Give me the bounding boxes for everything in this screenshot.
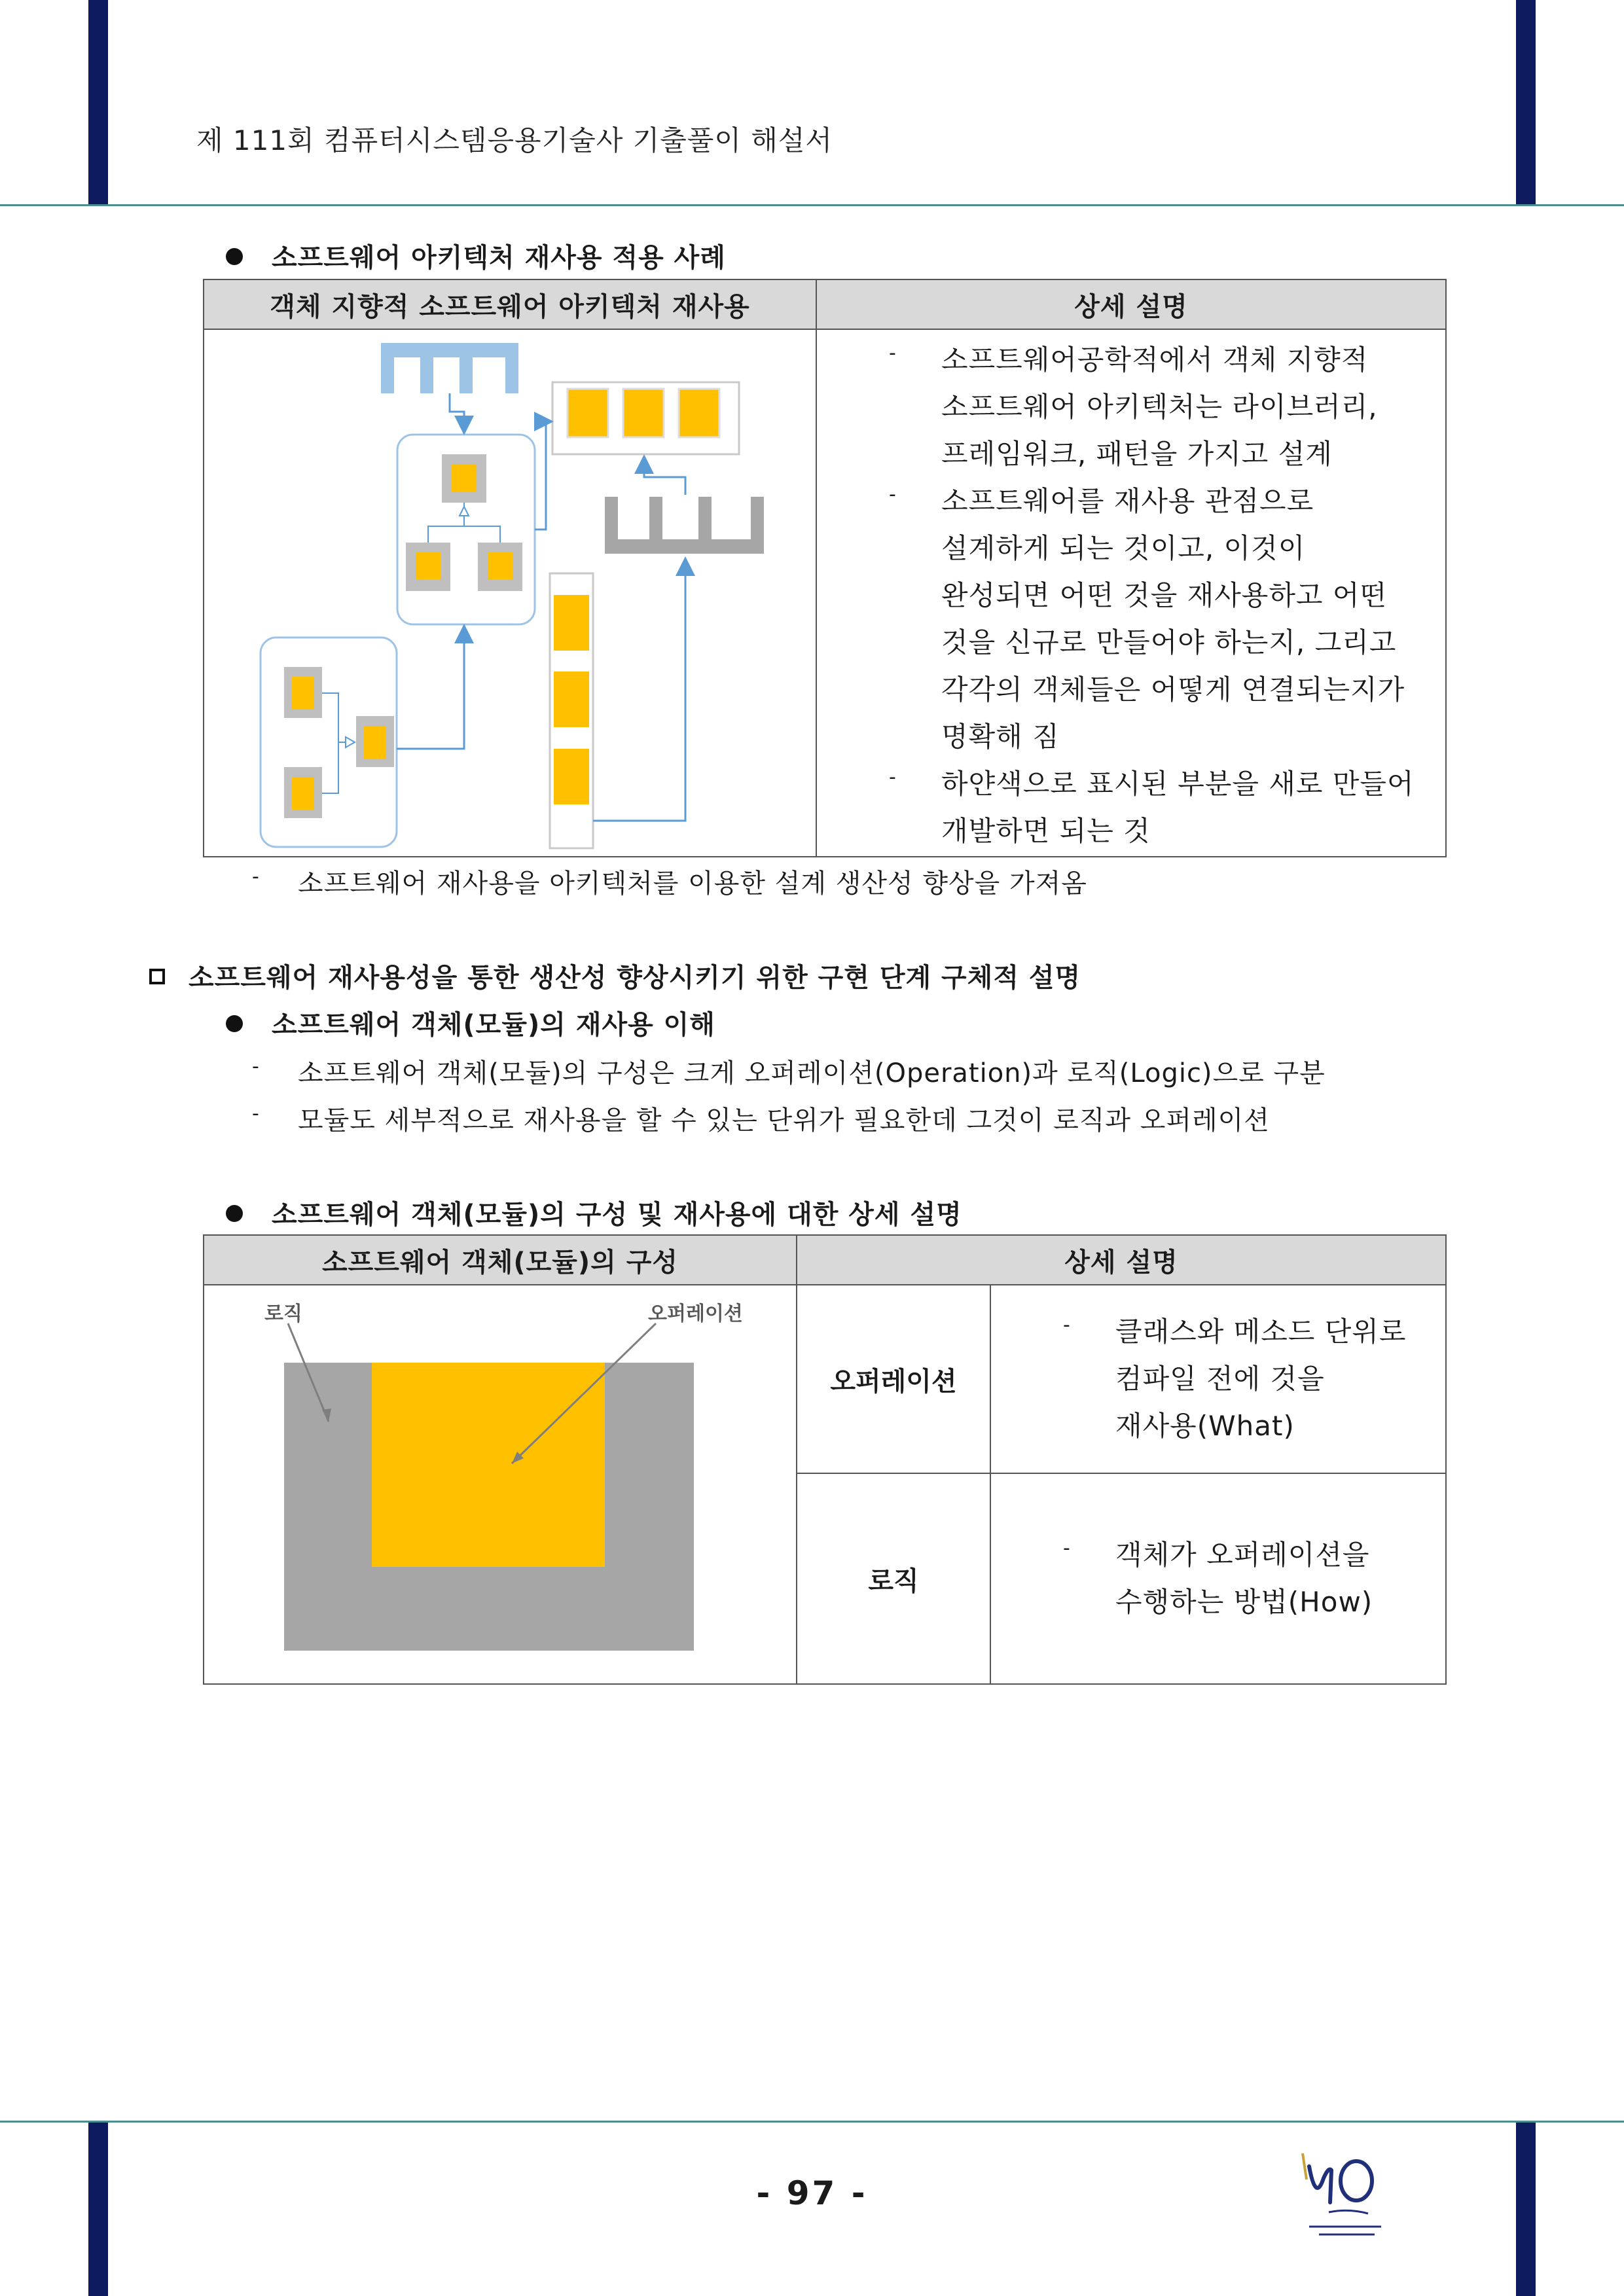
section1-note: - 소프트웨어 재사용을 아키텍처를 이용한 설계 생산성 향상을 가져옴: [252, 865, 1087, 899]
table2-col1-header: 소프트웨어 객체(모듈)의 구성: [204, 1235, 797, 1285]
sub1-line-1: - 소프트웨어 객체(모듈)의 구성은 크게 오퍼레이션(Operation)과 로직(Logic)으로 구분: [252, 1055, 1326, 1088]
operation-desc: - 클래스와 메소드 단위로 컴파일 전에 것을 재사용(What): [1063, 1314, 1407, 1442]
pattern-comb-shape: [605, 497, 764, 554]
library-comb-shape: [381, 343, 518, 393]
left-top-bar: [88, 0, 108, 204]
bullet-icon: [226, 1205, 243, 1222]
header-rule: [0, 204, 1624, 206]
bullet-icon: [226, 248, 243, 265]
publisher-logo: [1283, 2140, 1414, 2245]
sub1-line-2: - 모듈도 세부적으로 재사용을 할 수 있는 단위가 필요한데 그것이 로직과 오퍼레이션: [252, 1102, 1270, 1136]
logic-desc: - 객체가 오퍼레이션을 수행하는 방법(How): [1063, 1537, 1373, 1618]
desc-cell-operation: [990, 1285, 1446, 1473]
term-cell-operation: 오퍼레이션: [797, 1285, 990, 1473]
diagram-label-logic: 로직: [264, 1302, 302, 1325]
detail-item-2: - 소프트웨어를 재사용 관점으로 설계하게 되는 것이고, 이것이 완성되면 어떤 것을 재사용하고 어떤 것을 신규로 만들어야 하는지, 그리고 각각의 객체들은 어떻게 연결되는지가 명확해 짐: [889, 483, 1405, 753]
section1-heading: 소프트웨어 아키텍처 재사용 적용 사례: [226, 237, 726, 274]
document-header-title: 제 111회 컴퓨터시스템응용기술사 기출풀이 해설서: [196, 124, 833, 156]
architecture-reuse-diagram: [204, 330, 814, 853]
detail-item-1: - 소프트웨어공학적에서 객체 지향적 소프트웨어 아키텍처는 라이브러리, 프레임워크, 패턴을 가지고 설계: [889, 342, 1378, 470]
right-top-bar: [1516, 0, 1536, 204]
table1-col2-header: 상세 설명: [816, 279, 1446, 329]
desc-cell-logic: [990, 1473, 1446, 1684]
section2-heading: 소프트웨어 재사용성을 통한 생산성 향상시키기 위한 구현 단계 구체적 설명: [149, 957, 1081, 994]
architecture-detail-cell: [816, 329, 1446, 857]
diagram-label-operation: 오퍼레이션: [648, 1302, 743, 1325]
section2-sub1-heading: 소프트웨어 객체(모듈)의 재사용 이해: [226, 1004, 715, 1041]
module-structure-table: [203, 1234, 1447, 1685]
page-number: - 97 -: [756, 2174, 868, 2212]
module-diagram-cell: [204, 1285, 797, 1684]
table1-col1-header: 객체 지향적 소프트웨어 아키텍처 재사용: [204, 279, 816, 329]
section2-sub2-heading: 소프트웨어 객체(모듈)의 구성 및 재사용에 대한 상세 설명: [226, 1194, 962, 1231]
operation-area: [372, 1363, 605, 1567]
footer-rule: [0, 2121, 1624, 2123]
architecture-diagram-cell: [204, 329, 816, 857]
bullet-icon: [226, 1015, 243, 1032]
module-structure-diagram: [204, 1285, 795, 1682]
detail-item-3: - 하얀색으로 표시된 부분을 새로 만들어 개발하면 되는 것: [889, 766, 1415, 847]
architecture-reuse-table: [203, 279, 1447, 857]
checkbox-square-icon: [149, 969, 165, 984]
term-cell-logic: 로직: [797, 1473, 990, 1684]
table2-col2-header: 상세 설명: [797, 1235, 1446, 1285]
